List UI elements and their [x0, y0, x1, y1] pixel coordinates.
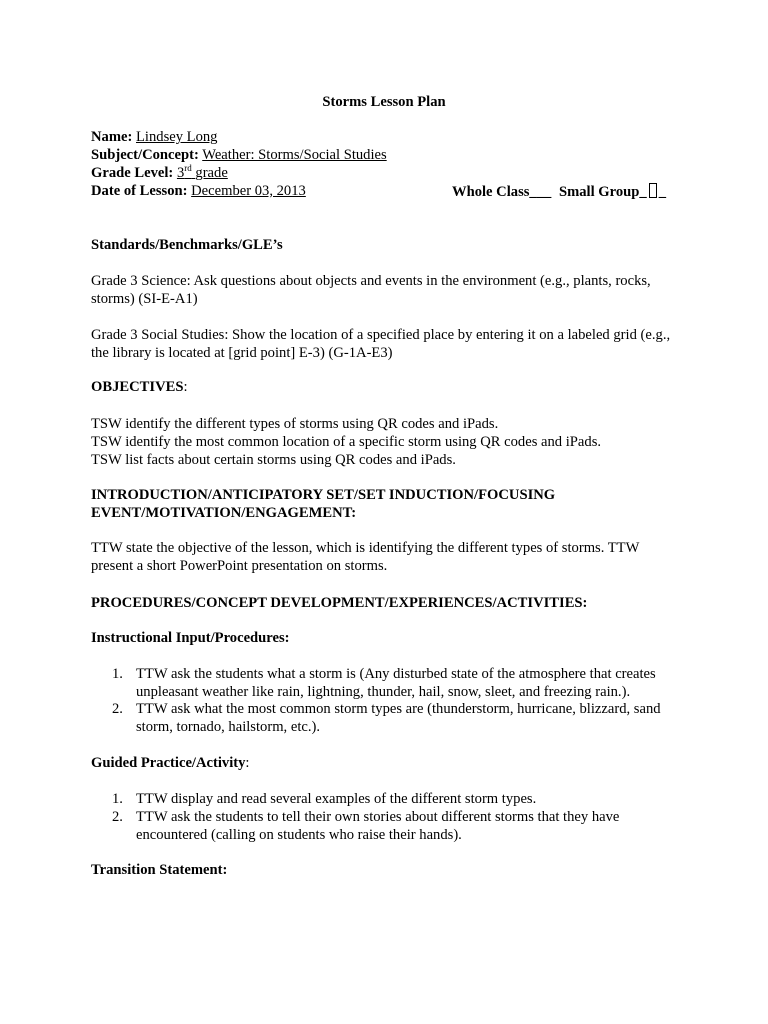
grade-superscript: rd [184, 163, 192, 173]
group-row [452, 183, 666, 202]
guided-colon: : [245, 755, 250, 771]
objectives-heading: OBJECTIVES [91, 379, 184, 395]
date-row [91, 183, 306, 201]
objectives-heading-row [91, 379, 188, 397]
whole-class-label: Whole Class___ [452, 184, 552, 200]
guided-heading-row [91, 755, 249, 773]
transition-heading: Transition Statement: [91, 862, 228, 878]
objectives-colon: : [183, 379, 188, 395]
subject-value: Weather: Storms/Social Studies [202, 147, 387, 163]
name-row [91, 129, 217, 147]
list-number: 2. [112, 701, 123, 717]
objective-item: TSW identify the different types of storms using QR codes and iPads. [91, 416, 499, 432]
list-item: TTW display and read several examples of the different storm types. [136, 791, 537, 807]
instructional-heading: Instructional Input/Procedures: [91, 630, 290, 646]
standard-social-studies: Grade 3 Social Studies: Show the location of a specified place by entering it on a labeled grid (e.g., the library is located at [grid point] E-3) (G-1A-E3) [91, 327, 671, 361]
standard-science: Grade 3 Science: Ask questions about objects and events in the environment (e.g., plants, rocks, storms) (SI-E-A1) [91, 273, 651, 307]
date-value: December 03, 2013 [191, 183, 306, 199]
list-number: 1. [112, 666, 123, 682]
standards-heading: Standards/Benchmarks/GLE’s [91, 237, 283, 253]
list-number: 2. [112, 809, 123, 825]
grade-word: grade [195, 165, 228, 181]
grade-value [177, 165, 228, 181]
intro-heading-line-1: INTRODUCTION/ANTICIPATORY SET/SET INDUCTION/FOCUSING [91, 487, 556, 503]
name-value: Lindsey Long [136, 129, 218, 145]
small-group-suffix: _ [658, 184, 667, 200]
list-number: 1. [112, 791, 123, 807]
grade-number: 3 [176, 165, 185, 181]
objective-item: TSW identify the most common location of a specific storm using QR codes and iPads. [91, 434, 602, 450]
name-label: Name: [91, 129, 133, 145]
objective-item: TSW list facts about certain storms using QR codes and iPads. [91, 452, 456, 468]
list-item: TTW ask the students to tell their own stories about different storms that they have encountered (calling on students who raise their hands). [136, 809, 620, 843]
subject-row [91, 147, 387, 165]
small-group-checkbox [649, 183, 657, 198]
procedures-heading: PROCEDURES/CONCEPT DEVELOPMENT/EXPERIENCES/ACTIVITIES: [91, 595, 588, 611]
intro-heading-line-2: EVENT/MOTIVATION/ENGAGEMENT: [91, 505, 357, 521]
grade-label: Grade Level: [91, 165, 174, 181]
intro-text: TTW state the objective of the lesson, which is identifying the different types of storms. TTW present a short PowerPoint presentation on storms. [91, 540, 640, 574]
guided-heading: Guided Practice/Activity [91, 755, 246, 771]
date-label: Date of Lesson: [91, 183, 188, 199]
list-item: TTW ask the students what a storm is (Any disturbed state of the atmosphere that creates unpleasant weather like rain, lightning, thunder, hail, snow, sleet, and freezing rain.). [136, 666, 656, 700]
list-item: TTW ask what the most common storm types are (thunderstorm, hurricane, blizzard, sand storm, tornado, hailstorm, etc.). [136, 701, 661, 735]
page-title: Storms Lesson Plan [322, 94, 446, 110]
grade-row [91, 165, 228, 183]
subject-label: Subject/Concept: [91, 147, 199, 163]
small-group-label: Small Group_ [558, 184, 647, 200]
